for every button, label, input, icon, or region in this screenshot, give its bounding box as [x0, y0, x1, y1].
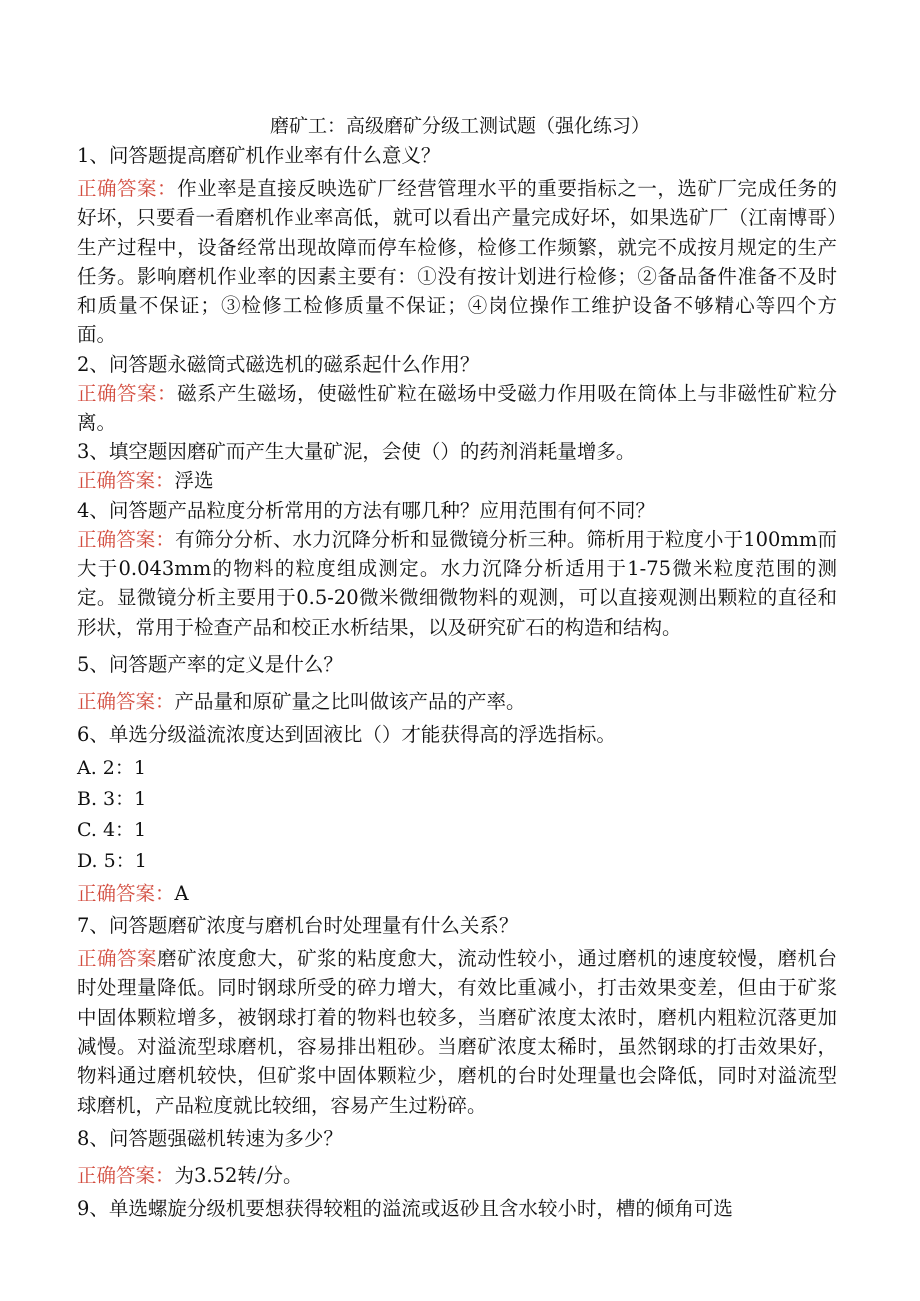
answer-label: 正确答案：: [77, 381, 178, 405]
answer-8: [77, 1161, 837, 1190]
question-5: 5、问答题产率的定义是什么？: [77, 652, 343, 676]
question-6: 6、单选分级溢流浓度达到固液比（）才能获得高的浮选指标。: [77, 723, 616, 747]
answer-5: [77, 687, 837, 716]
option-a: A. 2：1: [77, 757, 146, 780]
answer-label: 正确答案：: [77, 469, 175, 493]
answer-label: 正确答案：: [77, 177, 178, 200]
question-8: 8、问答题强磁机转速为多少？: [77, 1126, 343, 1150]
answer-text: 磨矿浓度愈大，矿浆的粘度愈大，流动性较小，通过磨机的速度较慢，磨机台时处理量降低。同时钢球所受的碎力增大，有效比重减小，打击效果变差，但由于矿浆中固体颗粒增多，被钢球打着的物料也较多，当磨矿浓度太浓时，磨机内粗粒沉落更加减慢。对溢流型球磨机，容易排出粗砂。当磨矿浓度太稀时，虽然钢球的打击效果好，物料通过磨机较快，但矿浆中固体颗粒少，磨机的台时处理量也会降低，同时对溢流型球磨机，产品粒度就比较细，容易产生过粉碎。: [77, 947, 837, 1117]
answer-6: [77, 877, 837, 911]
question-list: [77, 141, 837, 1223]
answer-text: 浮选: [174, 469, 214, 493]
answer-label: 正确答案：: [77, 527, 175, 551]
answer-2: [77, 379, 837, 438]
answer-4: [77, 525, 837, 642]
question-2: 2、问答题永磁筒式磁选机的磁系起什么作用？: [77, 352, 480, 376]
answer-1: [77, 174, 837, 350]
answer-label: 正确答案：: [77, 1163, 175, 1187]
answer-text: 为3.52转/分。: [174, 1163, 303, 1187]
question-9: 9、单选螺旋分级机要想获得较粗的溢流或返砂且含水较小时，槽的倾角可选: [77, 1197, 733, 1221]
answer-7: [77, 944, 837, 1120]
answer-3: [77, 466, 837, 495]
question-7: 7、问答题磨矿浓度与磨机台时处理量有什么关系？: [77, 914, 519, 938]
answer-label: 正确答案: [77, 947, 158, 971]
answer-label: 正确答案：: [77, 689, 175, 713]
answer-text: 作业率是直接反映选矿厂经营管理水平的重要指标之一，选矿厂完成任务的好坏，只要看一看磨机作业率高低，就可以看出产量完成好坏，如果选矿厂（江南博哥）生产过程中，设备经常出现故障而停车检修，检修工作频繁，就完不成按月规定的生产任务。影响磨机作业率的因素主要有：①没有按计划进行检修；②备品备件准备不及时和质量不保证；③检修工检修质量不保证；④岗位操作工维护设备不够精心等四个方面。: [77, 177, 837, 347]
question-3: 3、填空题因磨矿而产生大量矿泥，会使（）的药剂消耗量增多。: [77, 440, 636, 464]
answer-text: A: [174, 882, 189, 906]
answer-label: 正确答案：: [77, 882, 175, 906]
option-c: C. 4：1: [77, 819, 147, 842]
answer-text: 产品量和原矿量之比叫做该产品的产率。: [174, 689, 526, 713]
page-title: 磨矿工：高级磨矿分级工测试题（强化练习）: [269, 115, 650, 137]
question-1: 1、问答题提高磨矿机作业率有什么意义？: [77, 144, 441, 167]
option-b: B. 3：1: [77, 788, 147, 811]
answer-text: 有筛分分析、水力沉降分析和显微镜分析三种。筛析用于粒度小于100mm而大于0.043mm的物料的粒度组成测定。水力沉降分析适用于1-75微米粒度范围的测定。显微镜分析主要用于0.5-20微米微细微物料的观测，可以直接观测出颗粒的直径和形状，常用于检查产品和校正水析结果，以及研究矿石的构造和结构。: [77, 527, 837, 639]
option-d: D. 5：1: [77, 850, 147, 873]
answer-text: 磁系产生磁场，使磁性矿粒在磁场中受磁力作用吸在筒体上与非磁性矿粒分离。: [77, 381, 837, 435]
question-4: 4、问答题产品粒度分析常用的方法有哪几种？应用范围有何不同？: [77, 498, 655, 522]
